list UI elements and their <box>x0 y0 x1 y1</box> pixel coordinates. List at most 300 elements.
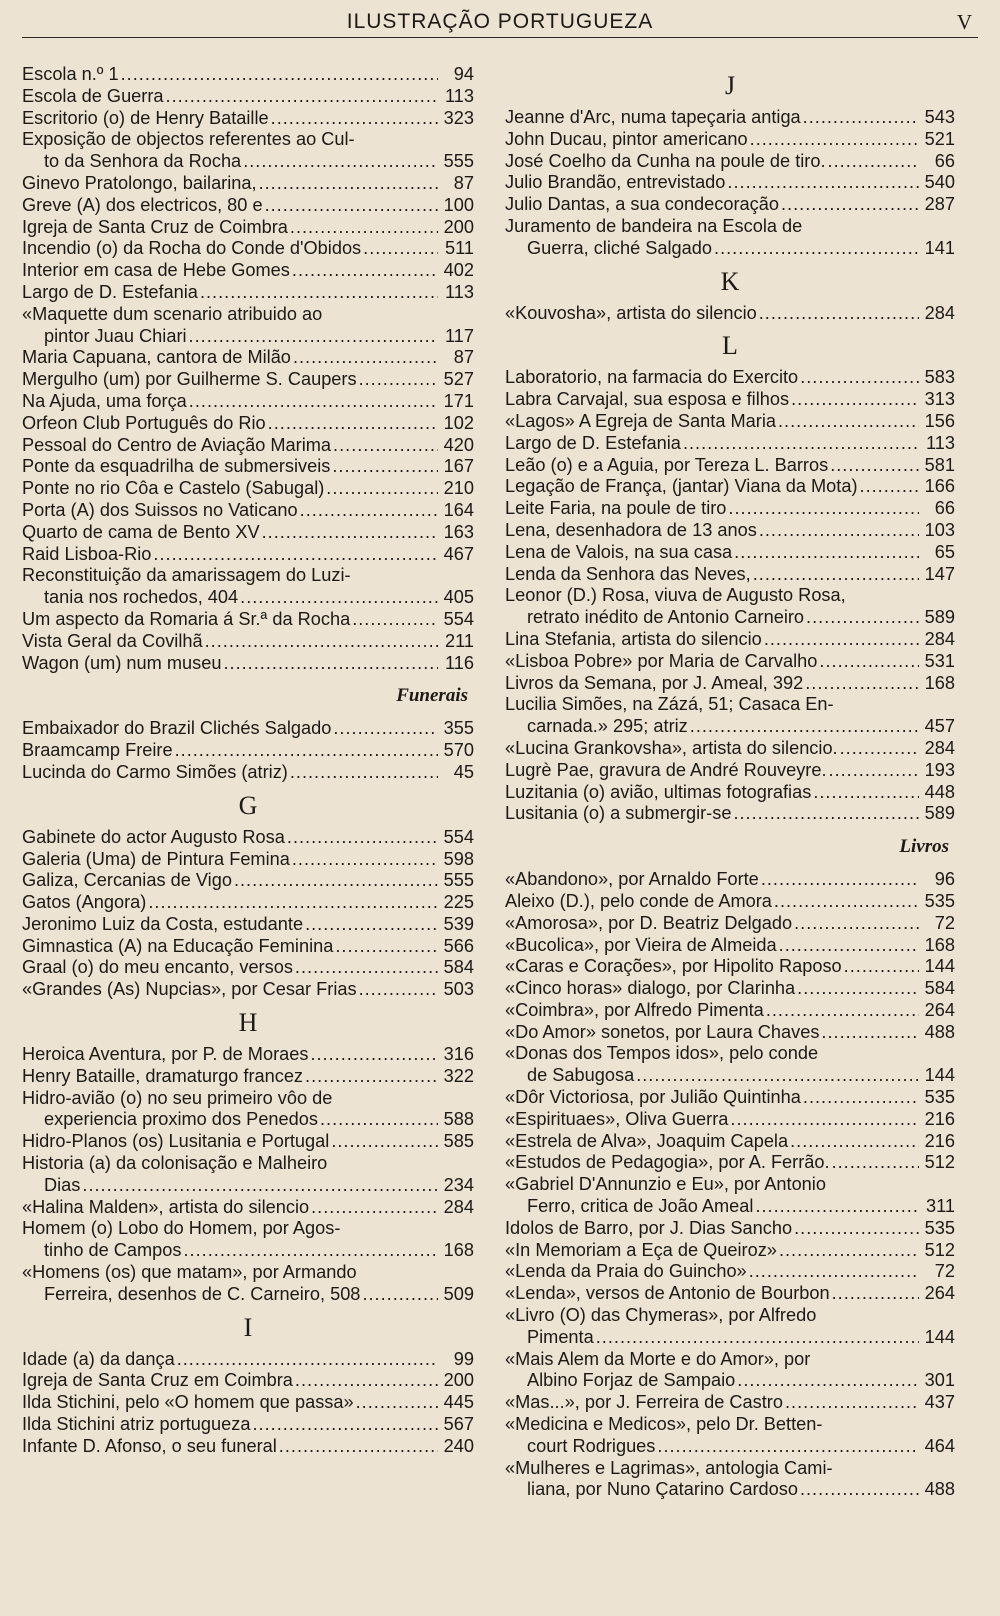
page-reference: 164 <box>443 499 474 520</box>
index-entry <box>22 653 474 675</box>
leader-dots <box>310 1044 438 1066</box>
entry-text: «Homens (os) que matam», por Armando <box>22 1262 357 1283</box>
page-reference: 113 <box>445 85 474 106</box>
entry-text: «Grandes (As) Nupcias», por Cesar Frias <box>22 979 357 1000</box>
leader-dots <box>803 1087 919 1109</box>
leader-dots <box>779 1240 919 1262</box>
leader-dots <box>759 520 919 542</box>
page-reference: 225 <box>443 892 474 913</box>
entry-text: Escola n.º 1 <box>22 64 119 84</box>
leader-dots <box>333 718 438 740</box>
index-entry <box>505 389 955 411</box>
leader-dots <box>829 760 919 782</box>
entry-text: «Estrela de Alva», Joaquim Capela <box>505 1130 789 1151</box>
entry-text: Raid Lisboa-Rio <box>22 543 152 564</box>
leader-dots <box>148 892 438 914</box>
leader-dots <box>832 1152 919 1174</box>
entry-text: «Dôr Victoriosa, por Julião Quintinha <box>505 1087 801 1108</box>
leader-dots <box>268 413 438 435</box>
entry-text: Leonor (D.) Rosa, viuva de Augusto Rosa, <box>505 585 846 606</box>
journal-title: ILUSTRAÇÃO PORTUGUEZA <box>346 10 654 33</box>
index-entry <box>505 411 955 433</box>
entry-text: Lenda da Senhora das Neves, <box>505 563 751 584</box>
leader-dots <box>326 478 438 500</box>
entry-text: Vista Geral da Covilhã <box>22 630 203 651</box>
index-entry <box>505 1109 955 1131</box>
entry-text: Julio Brandão, entrevistado <box>505 172 726 193</box>
entry-text: Idade (a) da dança <box>22 1348 175 1369</box>
leader-dots <box>830 455 919 477</box>
entry-text: Orfeon Club Português do Rio <box>22 412 266 433</box>
index-entry <box>505 1349 955 1393</box>
index-entry <box>505 629 955 651</box>
index-entry <box>505 956 955 978</box>
index-entry <box>22 64 474 86</box>
leader-dots <box>730 1109 919 1131</box>
page-reference: 284 <box>924 737 955 758</box>
index-entry <box>22 914 474 936</box>
leader-dots <box>794 913 919 935</box>
page-reference: 287 <box>924 194 955 215</box>
entry-text: Quarto de cama de Bento XV <box>22 521 260 542</box>
leader-dots <box>359 979 438 1001</box>
leader-dots <box>806 607 919 629</box>
index-entry <box>22 413 474 435</box>
entry-text: «Estudos de Pedagogia», por A. Ferrão. <box>505 1152 830 1173</box>
index-entry <box>22 565 474 609</box>
leader-dots <box>223 653 438 675</box>
leader-dots <box>362 1284 438 1306</box>
leader-dots <box>828 151 919 173</box>
entry-text: Interior em casa de Hebe Gomes <box>22 260 290 281</box>
entry-text: Pimenta <box>527 1326 594 1347</box>
index-entry <box>505 455 955 477</box>
entry-text: Dias <box>44 1174 81 1195</box>
page-reference: 540 <box>924 172 955 193</box>
entry-text: Reconstituição da amarissagem do Luzi- <box>22 565 351 586</box>
index-entry <box>22 609 474 631</box>
entry-text: Lena de Valois, na sua casa <box>505 541 733 562</box>
index-entry <box>505 1152 955 1174</box>
index-entry <box>505 1261 955 1283</box>
page-reference: 555 <box>443 151 474 172</box>
index-entry <box>505 433 955 455</box>
index-entry <box>22 1131 474 1153</box>
header-rule <box>22 37 978 38</box>
index-entry <box>22 1044 474 1066</box>
leader-dots <box>333 435 438 457</box>
entry-text: tania nos rochedos, 404 <box>44 587 239 608</box>
leader-dots <box>335 936 438 958</box>
page-reference: 200 <box>443 1370 474 1391</box>
page-reference: 211 <box>445 630 474 651</box>
entry-text: Gatos (Angora) <box>22 892 147 913</box>
index-entry <box>505 107 955 129</box>
entry-text: Igreja de Santa Cruz em Coimbra <box>22 1370 293 1391</box>
section-letter: I <box>243 1312 253 1342</box>
leader-dots <box>121 64 438 86</box>
entry-text: Ginevo Pratolongo, bailarina, <box>22 172 257 193</box>
entry-text: Largo de D. Estefania <box>22 281 198 302</box>
leader-dots <box>805 673 919 695</box>
page-reference: 284 <box>924 302 955 323</box>
index-entry <box>505 542 955 564</box>
page-reference: 535 <box>924 1217 955 1238</box>
index-entry <box>505 476 955 498</box>
leader-dots <box>761 869 919 891</box>
leader-dots <box>252 1414 438 1436</box>
page-reference: 581 <box>924 454 955 475</box>
page-reference: 168 <box>443 1240 474 1261</box>
index-entry <box>22 1392 474 1414</box>
page-reference: 322 <box>443 1065 474 1086</box>
entry-text: Exposição de objectos referentes ao Cul- <box>22 129 355 150</box>
page-reference: 488 <box>924 1021 955 1042</box>
leader-dots <box>189 391 438 413</box>
entry-text: liana, por Nuno Çatarino Cardoso <box>527 1479 798 1500</box>
leader-dots <box>779 935 919 957</box>
entry-text: Hidro-avião (o) no seu primeiro vôo de <box>22 1087 333 1108</box>
index-entry <box>22 827 474 849</box>
entry-text: Leite Faria, na poule de tiro <box>505 498 727 519</box>
index-entry <box>505 129 955 151</box>
entry-text: Lucilia Simões, na Zázá, 51; Casaca En- <box>505 694 834 715</box>
entry-text: Luzitania (o) avião, ultimas fotografias <box>505 781 812 802</box>
entry-text: Lena, desenhadora de 13 anos <box>505 519 757 540</box>
page-reference: 511 <box>445 238 474 259</box>
index-entry <box>505 869 955 891</box>
entry-text: Ferro, critica de João Ameal <box>527 1196 754 1217</box>
index-entry <box>505 1392 955 1414</box>
entry-text: «Mulheres e Lagrimas», antologia Cami- <box>505 1457 833 1478</box>
page-reference: 316 <box>443 1044 474 1065</box>
page-reference: 567 <box>443 1414 474 1435</box>
index-entry <box>22 849 474 871</box>
entry-text: «Lenda», versos de Antonio de Bourbon <box>505 1283 830 1304</box>
page-reference: 301 <box>924 1370 955 1391</box>
entry-text: Greve (A) dos electricos, 80 e <box>22 194 263 215</box>
page-reference: 583 <box>924 367 955 388</box>
leader-dots <box>797 978 919 1000</box>
entry-text: Escola de Guerra <box>22 85 164 106</box>
leader-dots <box>200 282 438 304</box>
entry-text: Lugrè Pae, gravura de André Rouveyre. <box>505 759 827 780</box>
section-letter: K <box>720 266 740 296</box>
page-reference: 193 <box>924 759 955 780</box>
page-reference: 405 <box>443 587 474 608</box>
index-entry <box>505 1000 955 1022</box>
page-reference: 535 <box>924 890 955 911</box>
index-entry <box>22 500 474 522</box>
page-reference: 527 <box>443 369 474 390</box>
leader-dots <box>356 1392 438 1414</box>
page-reference: 284 <box>924 628 955 649</box>
page-reference: 402 <box>443 260 474 281</box>
page-reference: 420 <box>443 434 474 455</box>
entry-text: «Caras e Corações», por Hipolito Raposo <box>505 956 842 977</box>
entry-text: Lucinda do Carmo Simões (atriz) <box>22 761 288 782</box>
entry-text: Guerra, cliché Salgado <box>527 237 713 258</box>
entry-text: Ferreira, desenhos de C. Carneiro, 508 <box>44 1283 361 1304</box>
index-entry <box>22 173 474 195</box>
page-reference: 103 <box>924 519 955 540</box>
entry-text: «Coimbra», por Alfredo Pimenta <box>505 999 764 1020</box>
page-reference: 87 <box>453 347 474 368</box>
entry-text: pintor Juau Chiari <box>44 325 187 346</box>
leader-dots <box>596 1327 919 1349</box>
page-reference: 585 <box>443 1131 474 1152</box>
index-entry <box>22 957 474 979</box>
entry-text: Porta (A) dos Suissos no Vaticano <box>22 499 298 520</box>
index-entry <box>505 1131 955 1153</box>
page-reference: 87 <box>453 172 474 193</box>
page-reference: 216 <box>924 1108 955 1129</box>
leader-dots <box>727 172 919 194</box>
page-reference: 96 <box>934 869 955 890</box>
page-reference: 144 <box>924 1065 955 1086</box>
index-entry <box>505 564 955 586</box>
page-reference: 147 <box>924 563 955 584</box>
section-heading: Funerais <box>396 685 468 707</box>
index-entry <box>505 1087 955 1109</box>
entry-text: Na Ajuda, uma força <box>22 390 187 411</box>
index-entry <box>22 870 474 892</box>
entry-text: «Mas...», por J. Ferreira de Castro <box>505 1392 783 1413</box>
page-reference: 100 <box>443 194 474 215</box>
leader-dots <box>205 631 438 653</box>
index-entry <box>22 217 474 239</box>
index-entry <box>22 195 474 217</box>
index-entry <box>505 694 955 738</box>
leader-dots <box>714 238 919 260</box>
page-reference: 168 <box>924 934 955 955</box>
leader-dots <box>734 542 919 564</box>
leader-dots <box>262 522 438 544</box>
index-entry <box>22 260 474 282</box>
index-entry <box>505 1458 955 1502</box>
index-entry <box>22 544 474 566</box>
leader-dots <box>332 456 438 478</box>
index-entry <box>505 891 955 913</box>
entry-text: «Lenda da Praia do Guincho» <box>505 1261 747 1282</box>
leader-dots <box>279 1436 438 1458</box>
page-reference: 102 <box>443 412 474 433</box>
page-reference: 437 <box>924 1392 955 1413</box>
page-reference: 99 <box>453 1348 474 1369</box>
page-reference: 531 <box>924 650 955 671</box>
index-entry <box>505 367 955 389</box>
index-entry <box>22 1197 474 1219</box>
entry-text: Graal (o) do meu encanto, versos <box>22 957 293 978</box>
entry-text: Gimnastica (A) na Educação Feminina <box>22 935 334 956</box>
index-entry <box>505 651 955 673</box>
entry-text: Livros da Semana, por J. Ameal, 392 <box>505 672 804 693</box>
leader-dots <box>750 129 919 151</box>
entry-text: Maria Capuana, cantora de Milão <box>22 347 291 368</box>
leader-dots <box>292 260 438 282</box>
entry-text: Igreja de Santa Cruz de Coimbra <box>22 216 288 237</box>
leader-dots <box>287 827 438 849</box>
entry-text: Gabinete do actor Augusto Rosa <box>22 826 285 847</box>
entry-text: «Medicina e Medicos», pelo Dr. Betten- <box>505 1414 823 1435</box>
index-entry <box>22 762 474 784</box>
index-entry <box>22 1066 474 1088</box>
entry-text: «In Memoriam a Eça de Queiroz» <box>505 1239 777 1260</box>
page-reference: 570 <box>443 740 474 761</box>
page-reference: 554 <box>443 608 474 629</box>
page-reference: 66 <box>934 498 955 519</box>
page-reference: 589 <box>924 803 955 824</box>
page-reference: 156 <box>924 410 955 431</box>
index-entry <box>22 1414 474 1436</box>
leader-dots <box>292 849 438 871</box>
leader-dots <box>331 1131 438 1153</box>
index-entry <box>505 1305 955 1349</box>
leader-dots <box>832 1283 919 1305</box>
leader-dots <box>240 587 438 609</box>
entry-text: Heroica Aventura, por P. de Moraes <box>22 1044 309 1065</box>
page-reference: 512 <box>924 1239 955 1260</box>
leader-dots <box>234 870 438 892</box>
entry-text: Escritorio (o) de Henry Bataille <box>22 107 269 128</box>
section-letter: H <box>238 1008 258 1038</box>
page-reference: 598 <box>443 848 474 869</box>
page-reference: 284 <box>443 1196 474 1217</box>
entry-text: «Do Amor» sonetos, por Laura Chaves <box>505 1021 820 1042</box>
index-entry <box>505 1022 955 1044</box>
leader-dots <box>785 1392 919 1414</box>
entry-text: «Bucolica», por Vieira de Almeida <box>505 934 777 955</box>
index-entry <box>505 585 955 629</box>
page-reference: 144 <box>924 956 955 977</box>
leader-dots <box>271 108 438 130</box>
page-reference: 512 <box>924 1152 955 1173</box>
entry-text: Labra Carvajal, sua esposa e filhos <box>505 389 790 410</box>
index-entry <box>22 1088 474 1132</box>
index-entry <box>22 1262 474 1306</box>
entry-text: Legação de França, (jantar) Viana da Mota) <box>505 476 858 497</box>
leader-dots <box>781 194 919 216</box>
index-entry <box>505 1240 955 1262</box>
entry-text: «Lagos» A Egreja de Santa Maria <box>505 410 776 431</box>
section-heading: Livros <box>899 836 949 858</box>
page-reference: 509 <box>443 1283 474 1304</box>
page-reference: 264 <box>924 999 955 1020</box>
entry-text: «Maquette dum scenario atribuido ao <box>22 303 323 324</box>
leader-dots <box>774 891 919 913</box>
page-reference: 116 <box>445 652 474 673</box>
page-reference: 166 <box>924 476 955 497</box>
page-number: V <box>956 10 972 34</box>
index-entry <box>22 129 474 173</box>
leader-dots <box>728 498 919 520</box>
leader-dots <box>749 1261 919 1283</box>
leader-dots <box>305 1066 438 1088</box>
page-reference: 566 <box>443 935 474 956</box>
entry-text: Idolos de Barro, por J. Dias Sancho <box>505 1217 793 1238</box>
page-reference: 445 <box>443 1392 474 1413</box>
page-reference: 467 <box>443 543 474 564</box>
entry-text: Embaixador do Brazil Clichés Salgado <box>22 718 332 739</box>
entry-text: tinho de Campos <box>44 1240 182 1261</box>
page-reference: 113 <box>445 281 474 302</box>
entry-text: Lina Stefania, artista do silencio <box>505 628 762 649</box>
entry-text: «Amorosa», por D. Beatriz Delgado <box>505 912 793 933</box>
entry-text: Julio Dantas, a sua condecoração <box>505 194 779 215</box>
page-reference: 264 <box>924 1283 955 1304</box>
index-entry <box>22 304 474 348</box>
index-entry <box>22 456 474 478</box>
index-entry <box>505 172 955 194</box>
index-entry <box>22 435 474 457</box>
index-entry <box>505 978 955 1000</box>
entry-text: Wagon (um) num museu <box>22 652 222 673</box>
page-reference: 72 <box>934 912 955 933</box>
leader-dots <box>766 1000 919 1022</box>
leader-dots <box>800 367 919 389</box>
leader-dots <box>295 957 438 979</box>
leader-dots <box>683 433 919 455</box>
leader-dots <box>295 1370 438 1392</box>
page-reference: 167 <box>443 456 474 477</box>
page-reference: 234 <box>443 1174 474 1195</box>
index-entry <box>22 892 474 914</box>
leader-dots <box>764 629 919 651</box>
entry-text: Homem (o) Lobo do Homem, por Agos- <box>22 1218 341 1239</box>
leader-dots <box>359 369 438 391</box>
page-reference: 45 <box>453 761 474 782</box>
index-entry <box>22 1153 474 1197</box>
section-letter: J <box>724 71 736 100</box>
page-reference: 171 <box>443 390 474 411</box>
entry-text: court Rodrigues <box>527 1435 656 1456</box>
section-letter: G <box>238 790 258 820</box>
entry-text: «Livro (O) das Chymeras», por Alfredo <box>505 1305 817 1326</box>
index-entry <box>22 718 474 740</box>
entry-text: retrato inédito de Antonio Carneiro <box>527 607 805 628</box>
leader-dots <box>657 1436 919 1458</box>
leader-dots <box>813 782 919 804</box>
entry-text: Incendio (o) da Rocha do Conde d'Obidos <box>22 238 362 259</box>
index-entry <box>22 1436 474 1458</box>
entry-text: Largo de D. Estefania <box>505 432 681 453</box>
page-reference: 216 <box>924 1130 955 1151</box>
entry-text: Ilda Stichini, pelo «O homem que passa» <box>22 1392 354 1413</box>
leader-dots <box>794 1218 919 1240</box>
entry-text: John Ducau, pintor americano <box>505 128 748 149</box>
entry-text: Albino Forjaz de Sampaio <box>527 1370 736 1391</box>
index-entry <box>505 520 955 542</box>
index-entry <box>505 498 955 520</box>
entry-text: de Sabugosa <box>527 1065 635 1086</box>
index-entry <box>22 979 474 1001</box>
leader-dots <box>166 86 438 108</box>
page-reference: 535 <box>924 1087 955 1108</box>
leader-dots <box>320 1109 438 1131</box>
entry-text: Henry Bataille, dramaturgo francez <box>22 1065 304 1086</box>
leader-dots <box>759 303 919 325</box>
page-reference: 144 <box>924 1326 955 1347</box>
index-entry <box>505 935 955 957</box>
entry-text: Infante D. Afonso, o seu funeral <box>22 1435 277 1456</box>
leader-dots <box>290 217 438 239</box>
leader-dots <box>305 914 438 936</box>
leader-dots <box>153 544 438 566</box>
page-reference: 210 <box>443 478 474 499</box>
leader-dots <box>184 1240 439 1262</box>
page-reference: 584 <box>924 978 955 999</box>
page-reference: 488 <box>924 1479 955 1500</box>
